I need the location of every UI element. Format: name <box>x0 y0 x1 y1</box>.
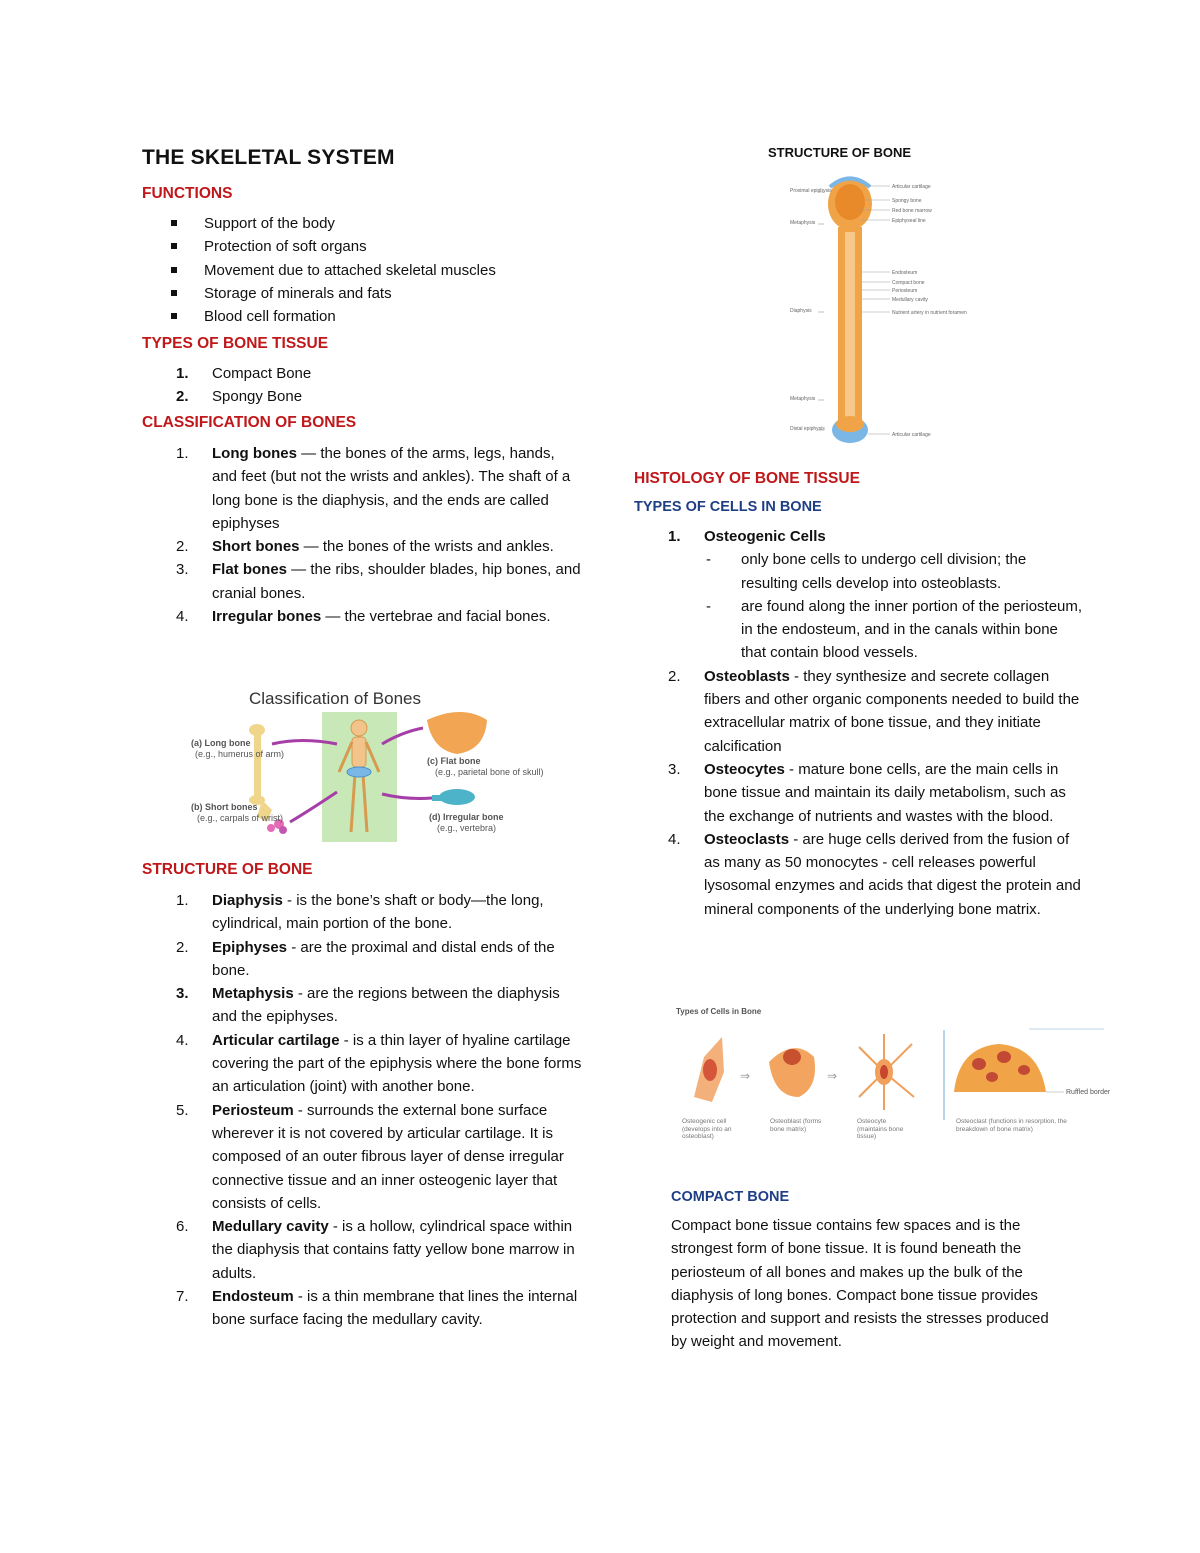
osteogenic-cell-icon <box>694 1037 724 1102</box>
list-item: 7. Endosteum - is a thin membrane that lines the internal bone surface facing the medullary cavity. <box>176 1288 578 1329</box>
fig-label: Spongy bone <box>892 198 922 204</box>
fig-label: Red bone marrow <box>892 208 932 214</box>
list-item: - only bone cells to undergo cell division; the resulting cells develop into osteoblasts. <box>634 548 1084 595</box>
cell-types-heading: TYPES OF CELLS IN BONE <box>634 499 822 515</box>
long-bone-icon <box>249 724 265 805</box>
fig-label: Articular cartilage <box>892 432 931 438</box>
classification-figure <box>187 682 544 844</box>
classification-heading: CLASSIFICATION OF BONES <box>142 414 357 431</box>
structure-figure <box>790 172 967 447</box>
figure-title: Types of Cells in Bone <box>676 1007 762 1016</box>
structure-list <box>142 889 582 1332</box>
fig-label: Epiphyseal line <box>892 218 926 224</box>
fig-label: Metaphysis <box>790 220 816 226</box>
arrow-icon: ⇒ <box>740 1069 751 1083</box>
long-bone-diagram <box>790 172 967 447</box>
list-item: Movement due to attached skeletal muscles <box>142 259 582 282</box>
fig-label: Articular cartilage <box>892 184 931 190</box>
list-item: 1. Diaphysis - is the bone’s shaft or body—the long, cylindrical, main portion of the bone. <box>176 892 544 933</box>
ruffled-border-label: Ruffled border <box>1066 1089 1111 1096</box>
cell-types-list <box>634 525 1084 921</box>
list-item: Support of the body <box>142 212 582 235</box>
fig-label: Metaphysis <box>790 396 816 402</box>
fig-label: Periosteum <box>892 288 918 294</box>
short-bone-sublabel: (e.g., carpals of wrist) <box>197 813 284 823</box>
fig-label: Diaphysis <box>790 308 812 314</box>
irregular-bone-sublabel: (e.g., vertebra) <box>437 823 497 833</box>
list-item: - are found along the inner portion of the periosteum, in the endosteum, and in the canals within bone that contain blood vessels. <box>634 595 1084 665</box>
list-item: 3. Flat bones — the ribs, shoulder blades, hip bones, and cranial bones. <box>176 561 581 602</box>
classification-diagram <box>187 682 544 844</box>
functions-heading: FUNCTIONS <box>142 185 233 202</box>
classification-list <box>142 442 582 628</box>
osteoblast-caption: Osteoblast (forms bone matrix) <box>770 1118 822 1133</box>
flat-bone-label: (c) Flat bone <box>427 756 481 766</box>
page-title: THE SKELETAL SYSTEM <box>142 146 395 169</box>
list-item: 4. Articular cartilage - is a thin layer of hyaline cartilage covering the part of the epiphysis where the bone forms an articulation (joint) with another bone. <box>176 1031 582 1096</box>
list-item: 1. Long bones — the bones of the arms, legs, hands, and feet (but not the wrists and ankles). The shaft of a long bone is the diaphysis, and the ends are called epiphyses <box>176 445 571 532</box>
fig-label: Distal epiphysis <box>790 426 825 432</box>
osteogenic-bullets <box>634 548 1084 664</box>
bone-tissue-heading: TYPES OF BONE TISSUE <box>142 335 329 352</box>
histology-heading: HISTOLOGY OF BONE TISSUE <box>634 470 860 487</box>
list-item: 1. Compact Bone <box>176 365 312 382</box>
osteocyte-icon <box>859 1034 914 1110</box>
osteoclast-caption: Osteoclast (functions in resorption, the breakdown of bone matrix) <box>956 1118 1067 1133</box>
list-item: 3. Osteocytes - mature bone cells, are the main cells in bone tissue and maintain its daily metabolism, such as the exchange of nutrients and wastes with the blood. <box>668 760 1066 825</box>
short-bone-label: (b) Short bones <box>191 802 258 812</box>
osteogenic-caption: Osteogenic cell (develops into an osteoblast) <box>682 1118 732 1140</box>
long-bone-sublabel: (e.g., humerus of arm) <box>195 749 285 759</box>
list-item: 3. Metaphysis - are the regions between the diaphysis and the epiphyses. <box>176 985 560 1026</box>
flat-bone-sublabel: (e.g., parietal bone of skull) <box>435 767 544 777</box>
osteoclast-icon <box>954 1044 1046 1092</box>
list-item: 2. Epiphyses - are the proximal and distal ends of the bone. <box>176 938 555 979</box>
compact-bone-text: Compact bone tissue contains few spaces and is the strongest form of bone tissue. It is found beneath the periosteum of all bones and makes up the bulk of the diaphysis of long bones. Compact bone tissue provides protection and support and resists the stresses produced by weight and movement. <box>671 1217 1049 1351</box>
list-item: Storage of minerals and fats <box>142 282 582 305</box>
list-item: 2. Short bones — the bones of the wrists and ankles. <box>176 538 554 556</box>
cell-types-figure <box>674 1002 1111 1152</box>
fig-label: Medullary cavity <box>892 297 928 303</box>
functions-list <box>142 212 582 328</box>
fig-label: Endosteum <box>892 270 918 276</box>
list-item: 1. Osteogenic Cells <box>668 528 826 545</box>
irregular-bone-icon <box>432 789 475 805</box>
figure-title: Classification of Bones <box>249 689 421 708</box>
structure-figure-heading: STRUCTURE OF BONE <box>768 145 911 160</box>
fig-label: Compact bone <box>892 280 925 286</box>
osteoblast-icon <box>769 1048 815 1097</box>
list-item: 2. Osteoblasts - they synthesize and secrete collagen fibers and other organic components needed to build the extracellular matrix of bone tissue, and they initiate calcification <box>668 667 1080 755</box>
list-item: 4. Osteoclasts - are huge cells derived from the fusion of as many as 50 monocytes - cell releases powerful lysosomal enzymes and acids that digest the protein and mineral components of the underlying bone matrix. <box>668 830 1081 918</box>
list-item: Protection of soft organs <box>142 235 582 258</box>
list-item: 6. Medullary cavity - is a hollow, cylindrical space within the diaphysis that contains fatty yellow bone marrow in adults. <box>176 1218 575 1282</box>
irregular-bone-label: (d) Irregular bone <box>429 812 504 822</box>
bone-tissue-list <box>142 362 582 409</box>
list-item: Blood cell formation <box>142 305 582 328</box>
structure-heading: STRUCTURE OF BONE <box>142 861 313 878</box>
list-item: 2. Spongy Bone <box>176 388 303 406</box>
cell-types-diagram <box>674 1002 1111 1152</box>
fig-label: Proximal epiphysis <box>790 188 832 194</box>
fig-label: Nutrient artery in nutrient foramen <box>892 310 967 316</box>
long-bone-label: (a) Long bone <box>191 738 251 748</box>
arrow-icon: ⇒ <box>827 1069 838 1083</box>
compact-bone-heading: COMPACT BONE <box>671 1189 790 1205</box>
list-item: 4. Irregular bones — the vertebrae and facial bones. <box>176 608 551 626</box>
list-item: 5. Periosteum - surrounds the external bone surface wherever it is not covered by articular cartilage. It is composed of an outer fibrous layer of dense irregular connective tissue and an inner osteogenic layer that consists of cells. <box>176 1101 564 1212</box>
osteocyte-caption: Osteocyte (maintains bone tissue) <box>857 1118 904 1140</box>
flat-bone-icon <box>427 712 487 754</box>
